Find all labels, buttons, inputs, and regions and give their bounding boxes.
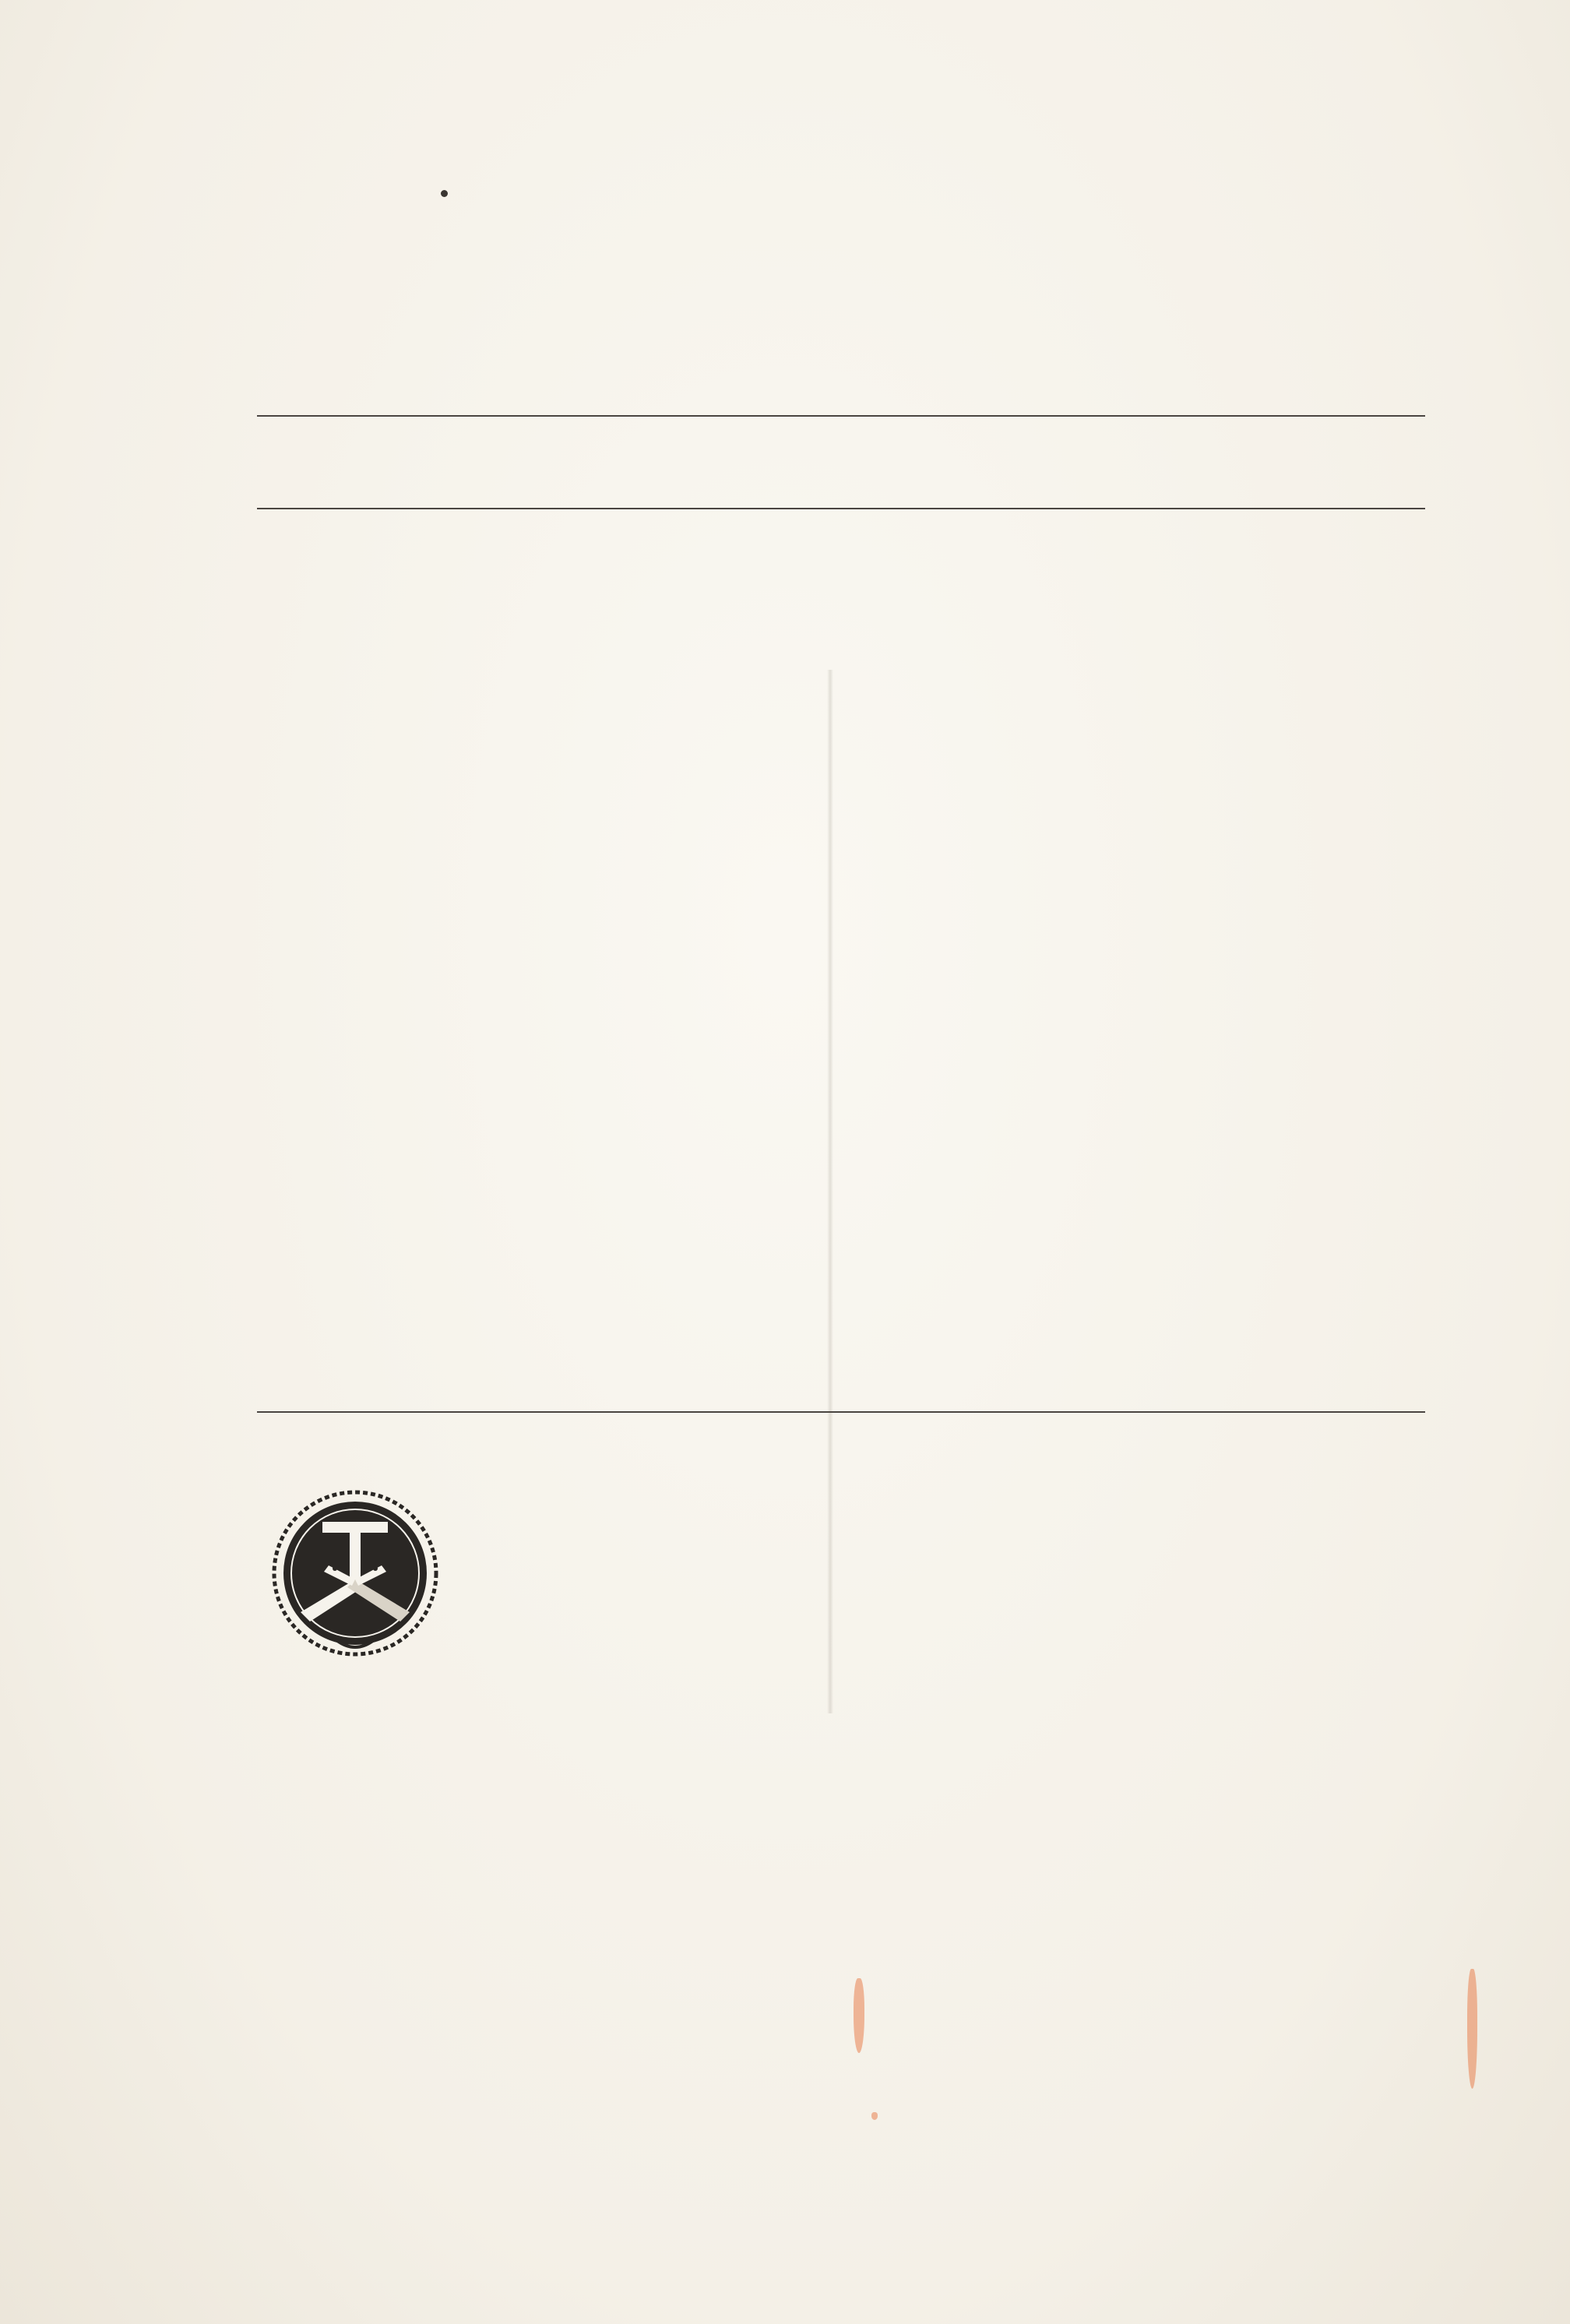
top-rule bbox=[257, 415, 1425, 417]
paper-fold bbox=[827, 670, 833, 1713]
franciscan-seal-icon bbox=[269, 1488, 441, 1659]
footer-rule bbox=[257, 1411, 1425, 1413]
ink-dot bbox=[441, 190, 448, 197]
paper-stain bbox=[1467, 1969, 1477, 2089]
paper-stain bbox=[854, 1978, 864, 2053]
issue-rule bbox=[257, 508, 1425, 509]
paper-stain bbox=[871, 2112, 878, 2120]
